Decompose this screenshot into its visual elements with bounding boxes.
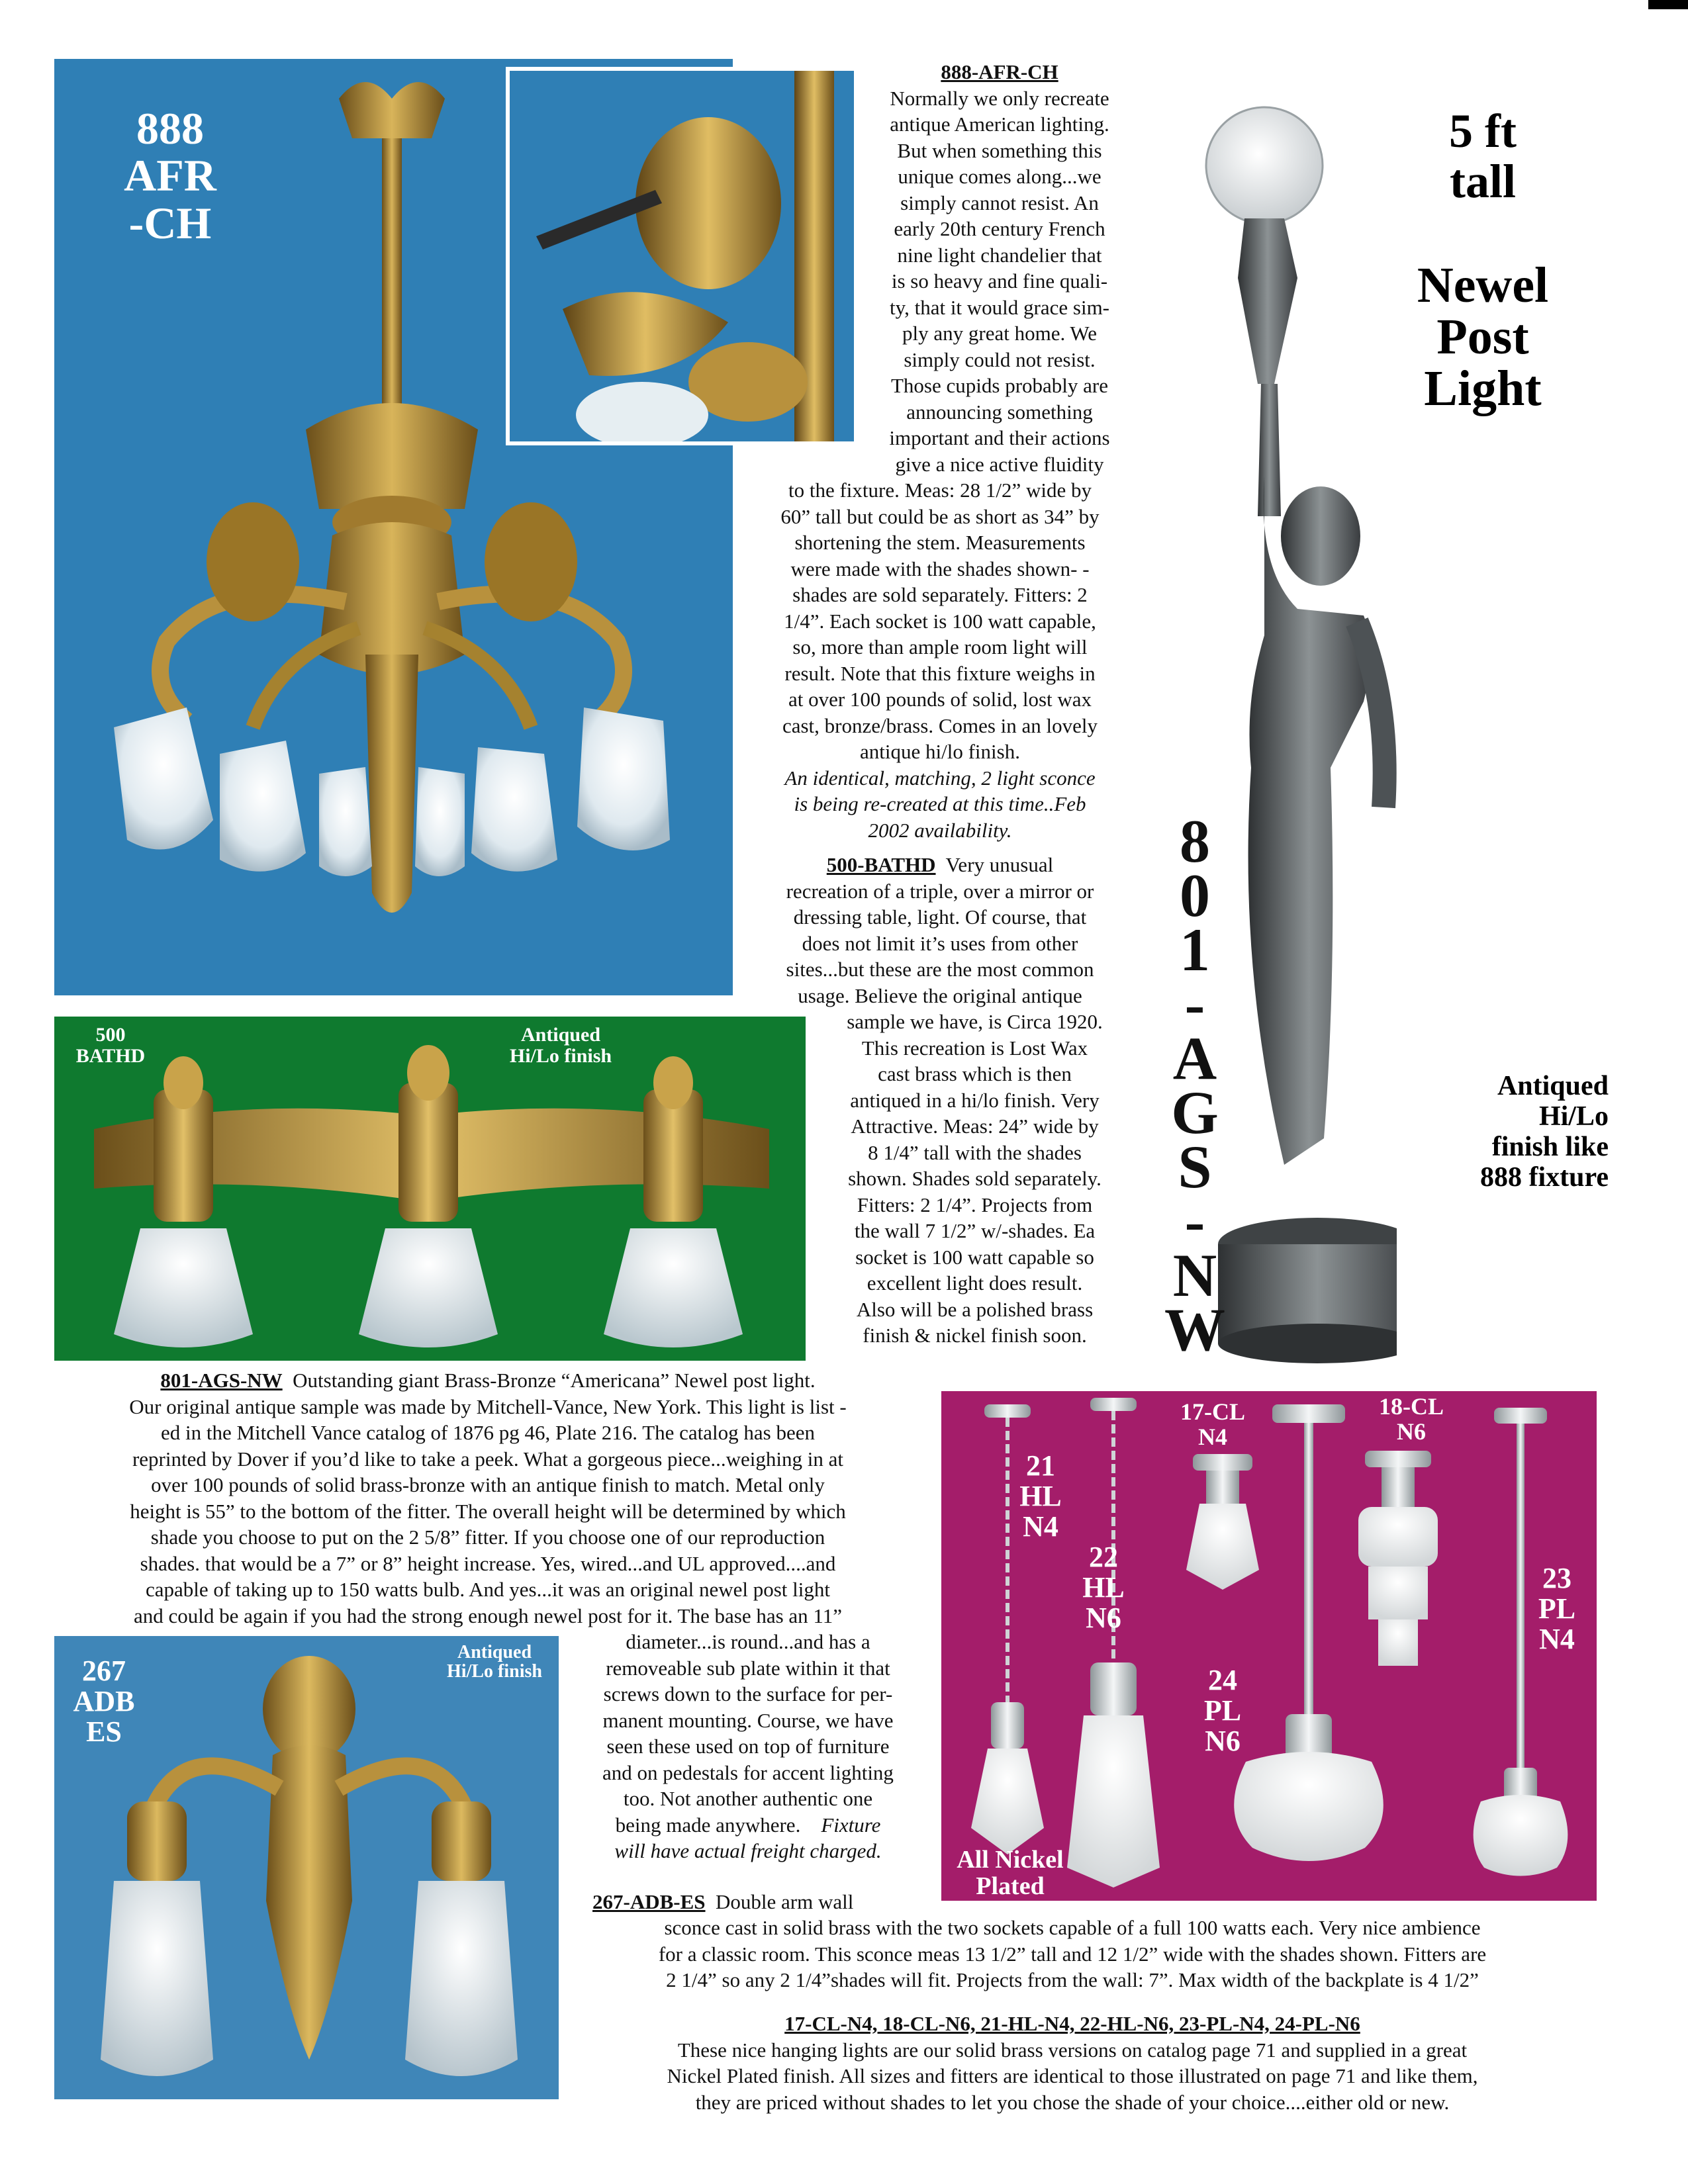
sconce-description: 267-ADB-ES Double arm wall <box>592 1890 854 1913</box>
newel-description-narrow: diameter...is round...and has a removeable sub plate within it that screws down to the surface for per- manent mounting. Course, we have seen these used on top of furniture and on pedestals for accent lighting too. Not another authentic one being made anywhere. Fixture will have actual freight charged. <box>602 1630 894 1862</box>
nickel-codes: 17-CL-N4, 18-CL-N6, 21-HL-N4, 22-HL-N6, 23-PL-N4, 24-PL-N6 <box>784 2012 1360 2035</box>
bathd-finish-label: Antiqued Hi/Lo finish <box>509 1024 612 1067</box>
newel-vertical-code: 8 0 1 - A G S - N W <box>1164 807 1225 1363</box>
afr-description: 888-AFR-CH Normally we only recreate antique American lighting. But when something this unique comes along...we simply cannot resist. An early 20th century French nine light chandelier that is so heavy and fine quali- ty, that it would grace sim- ply any great home. We simply could not resist. Those cupids probably are announcing something important and their actions give a nice active fluidity <box>854 59 1145 477</box>
label-21-hl-n4: 21 HL N4 <box>1019 1449 1062 1543</box>
sconce-photo <box>54 1636 559 2099</box>
sconce-description-wide: sconce cast in solid brass with the two sockets capable of a full 100 watts each. Very nice ambience for a classic room. This sconce meas 13 1/2” tall and 12 1/2” wide with the shades shown. Fitters are 2 1/4” so any 2 1/4”shades will fit. Projects from the wall: 7”. Max width of the backplate is 4 1/2” <box>658 1916 1487 1991</box>
label-all-nickel-plated: All Nickel Plated <box>957 1846 1064 1900</box>
afr-code: 888-AFR-CH <box>941 60 1058 83</box>
afr-description-wide: to the fixture. Meas: 28 1/2” wide by 60” tall but could be as short as 34” by shortening the stem. Measurements were made with the shades shown- - shades are sold separately. Fitters: 2 1/4”. Each socket is 100 watt capable, so, more than ample room light will result. Note that this fixture weighs in at over 100 pounds of solid, lost wax cast, bronze/brass. Comes in an lovely antique hi/lo finish. An identical, matching, 2 light sconce is being re-created at this time..Feb 2002 availability. <box>780 478 1100 842</box>
newel-description: 801-AGS-NW Outstanding giant Brass-Bronze “Americana” Newel post light. Our original antique sample was made by Mitchell-Vance, New York. This light is list - ed in the Mitchell Vance catalog of 1876 pg 46, Plate 216. The catalog has been reprinted by Dover if you’d like to take a peek. What a gorgeous piece...weighing in at over 100 pounds of solid brass-bronze with an antique finish to match. Metal only height is 55” to the bottom of the fitter. The overall height will be determined by which shade you choose to put on the 2 5/8” fitter. If you choose one of our reproduction shades. that would be a 7” or 8” height increase. Yes, wired...and UL approved....and capable of taking up to 150 watts bulb. And yes...it was an original newel post light and could be again if you had the strong enough newel post for it. The base has an 11” <box>129 1369 847 1627</box>
sconce-label: 267 ADB ES <box>73 1655 135 1749</box>
nickel-description: 17-CL-N4, 18-CL-N6, 21-HL-N4, 22-HL-N6, 23-PL-N4, 24-PL-N6 These nice hanging lights are our solid brass versions on catalog page 71 and supplied in a great Nickel Plated finish. All sizes and fitters are identical to those illustrated on page 71 and like them, they are priced without shades to let you chose the shade of your choice....either old or new. <box>556 2011 1589 2115</box>
nickel-lights-photo <box>941 1391 1597 1901</box>
newel-code: 801-AGS-NW <box>160 1369 283 1392</box>
sconce-code: 267-ADB-ES <box>592 1890 706 1913</box>
label-17-cl-n4: 17-CL N4 <box>1180 1398 1245 1450</box>
label-24-pl-n6: 24 PL N6 <box>1203 1664 1242 1757</box>
sconce-finish-label: Antiqued Hi/Lo finish <box>447 1642 542 1682</box>
chandelier-label: 888 AFR -CH <box>124 103 216 248</box>
newel-height: 5 ft tall <box>1449 105 1517 208</box>
newel-finish-label: Antiqued Hi/Lo finish like 888 fixture <box>1479 1071 1609 1193</box>
chandelier-detail-photo <box>506 67 858 445</box>
newel-title: Newel Post Light <box>1417 257 1549 416</box>
triple-light-illustration <box>54 1017 806 1361</box>
label-22-hl-n6: 22 HL N6 <box>1082 1541 1125 1634</box>
bathd-code: 500-BATHD <box>826 853 936 876</box>
bathd-description-top: 500-BATHD Very unusual recreation of a triple, over a mirror or dressing table, light. Of course, that does not limit it’s uses from other sites...but these are the most common usage. Believe the original antique <box>786 853 1094 1007</box>
bathd-description-bottom: sample we have, is Circa 1920. This recreation is Lost Wax cast brass which is then antiqued in a hi/lo finish. Very Attractive. Meas: 24” wide by 8 1/4” tall with the shades shown. Shades sold separately. Fitters: 2 1/4”. Projects from the wall 7 1/2” w/-shades. Ea socket is 100 watt capable so excellent light does result. Also will be a polished brass finish & nickel finish soon. <box>847 1010 1103 1347</box>
corner-mark <box>1648 0 1688 9</box>
label-23-pl-n4: 23 PL N4 <box>1538 1562 1576 1655</box>
bathd-photo <box>54 1017 806 1361</box>
label-18-cl-n6: 18-CL N6 <box>1379 1393 1444 1445</box>
cupid-detail-illustration <box>510 71 854 441</box>
bathd-label: 500 BATHD <box>75 1024 146 1067</box>
